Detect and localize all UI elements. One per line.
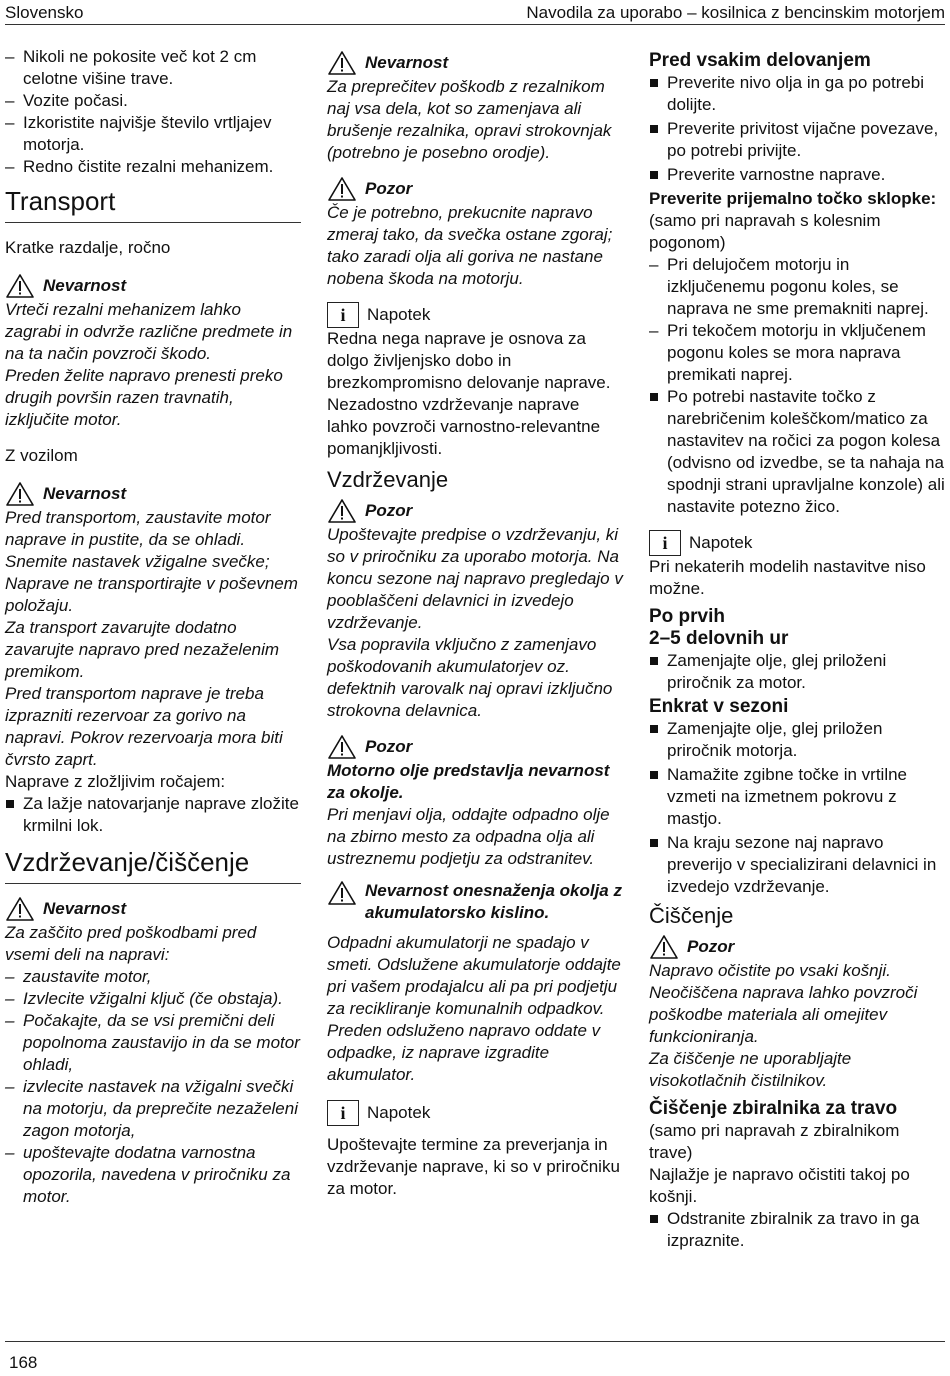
- note-label: Napotek: [689, 533, 753, 552]
- maintenance-cleaning-heading: Vzdrževanje/čiščenje: [5, 847, 301, 884]
- warning-icon: [327, 498, 357, 524]
- note-signal: [327, 302, 623, 328]
- warning-icon: [327, 880, 357, 906]
- before-list: [649, 72, 945, 186]
- note-label: Napotek: [367, 305, 431, 324]
- warning-icon: [5, 481, 35, 507]
- caution-text: Če je potrebno, prekucnite napravo zmeraj tako, da svečka ostane zgoraj; tako zaradi olja ali goriva ne nastane nobena škoda na motorju.: [327, 203, 613, 288]
- first-hours-list: [649, 650, 945, 694]
- season-list: [649, 718, 945, 898]
- danger-text: Pred transportom, zaustavite motor naprave in pustite, da se ohladi.: [5, 508, 271, 549]
- first-hours-heading: Po prvih: [649, 606, 726, 627]
- environment-danger-signal: [327, 880, 623, 924]
- list-item: – Vozite počasi.: [5, 90, 301, 112]
- page-header: [5, 0, 945, 25]
- vehicle-heading: Z vozilom: [5, 446, 78, 465]
- grass-text: (samo pri napravah z zbiralnikom trave): [649, 1121, 900, 1162]
- list-item: – Redno čistite rezalni mehanizem.: [5, 156, 301, 178]
- page-footer: [5, 1341, 945, 1372]
- list-item: – Izvlecite vžigalni ključ (če obstaja).: [5, 988, 301, 1010]
- fold-list: [5, 793, 301, 837]
- caution-text: Za čiščenje ne uporabljajte visokotlačnih čistilnikov.: [649, 1049, 852, 1090]
- grass-text: Najlažje je napravo očistiti takoj po košnji.: [649, 1165, 910, 1206]
- info-icon: i: [327, 1100, 359, 1126]
- fold-text: Naprave z zložljivim ročajem:: [5, 772, 226, 791]
- maintenance-heading: Vzdrževanje: [327, 467, 449, 492]
- page-number: 168: [9, 1353, 38, 1372]
- before-operation-heading: Pred vsakim delovanjem: [649, 50, 871, 71]
- list-item: – Počakajte, da se vsi premični deli popolnoma zaustavijo in da se motor ohladi,: [5, 1010, 301, 1076]
- info-icon: i: [649, 530, 681, 556]
- cleaning-heading: Čiščenje: [649, 903, 734, 928]
- danger-text: Za zaščito pred poškodbami pred vsemi deli na napravi:: [5, 923, 257, 964]
- header-title: Navodila za uporabo – kosilnica z bencinskim motorjem: [526, 3, 945, 22]
- list-item: – Pri tekočem motorju in vključenem pogonu koles se mora naprava premikati naprej.: [649, 320, 945, 386]
- caution-text: Neočiščena naprava lahko povzroči poškodbe materiala ali omejitev funkcioniranja.: [649, 983, 918, 1046]
- note-text: Redna nega naprave je osnova za dolgo življenjsko dobo in brezkompromisno delovanje naprave. Nezadostno vzdrževanje naprave lahko povzroči varnostno-relevantne pomanjkljivosti.: [327, 329, 611, 458]
- clutch-heading: Preverite prijemalno točko sklopke:: [649, 189, 937, 208]
- list-item: – Pri delujočem motorju in izključenemu pogonu koles, se naprava ne sme premakniti naprej.: [649, 254, 945, 320]
- warning-icon: [5, 273, 35, 299]
- list-item: Preverite nivo olja in ga po potrebi dolijte.: [649, 72, 945, 116]
- caution-signal: [327, 734, 623, 760]
- list-item: Preverite privitost vijačne povezave, po potrebi privijte.: [649, 118, 945, 162]
- list-item: Odstranite zbiralnik za travo in ga izpraznite.: [649, 1208, 945, 1252]
- list-item: Zamenjajte olje, glej priložen priročnik motorja.: [649, 718, 945, 762]
- season-heading: Enkrat v sezoni: [649, 696, 789, 717]
- grass-catcher-heading: Čiščenje zbiralnika za travo: [649, 1098, 898, 1119]
- note-signal: [327, 1100, 623, 1126]
- danger-text: Za transport zavarujte dodatno zavarujte napravo pred nezaželenim premikom.: [5, 618, 280, 681]
- caution-label: Pozor: [365, 179, 413, 198]
- caution-signal: [649, 934, 945, 960]
- column-1: [5, 46, 301, 1208]
- danger-label: Nevarnost: [365, 53, 449, 72]
- header-language: Slovensko: [5, 3, 84, 22]
- danger-text: Snemite nastavek vžigalne svečke; Naprave ne transportirajte v poševnem položaju.: [5, 552, 298, 615]
- caution-text: Vsa popravila vključno z zamenjavo poškodovanih akumulatorjev oz. defektnih varovalk naj opravi izključno strokovna delavnica.: [327, 635, 613, 720]
- short-distance-heading: Kratke razdalje, ročno: [5, 238, 171, 257]
- danger-label: Nevarnost: [43, 899, 127, 918]
- warning-icon: [327, 734, 357, 760]
- column-2: [327, 50, 623, 1200]
- caution-label: Pozor: [365, 737, 413, 756]
- note-text: Upoštevajte termine za preverjanja in vzdrževanje naprave, ki so v priročniku za motor.: [327, 1135, 620, 1198]
- danger-label: Nevarnost: [43, 276, 127, 295]
- caution-text: Upoštevajte predpise o vzdrževanju, ki so v priročniku za uporabo motorja. Na koncu sezone naj napravo pregledajo v pooblaščeni delavnici in izvedejo vzdrževanje.: [327, 525, 623, 632]
- danger-signal: [327, 50, 623, 76]
- danger-label: Nevarnost: [43, 484, 127, 503]
- clutch-dash-list: [649, 254, 945, 386]
- caution-signal: [327, 498, 623, 524]
- list-item: – izvlecite nastavek na vžigalni svečki na motorju, da preprečite nezaželeni zagon motorja,: [5, 1076, 301, 1142]
- caution-bold-text: Motorno olje predstavlja nevarnost za okolje.: [327, 761, 610, 802]
- list-item: Preverite varnostne naprave.: [649, 164, 945, 186]
- clutch-list: [649, 386, 945, 518]
- danger-signal: [5, 273, 301, 299]
- note-text: Pri nekaterih modelih nastavitve niso možne.: [649, 557, 926, 598]
- danger-text: Za preprečitev poškodb z rezalnikom naj vsa dela, kot so zamenjava ali brušenje rezalnika, opravi strokovnjak (potrebno je posebno orodje).: [327, 77, 612, 162]
- list-item: – zaustavite motor,: [5, 966, 301, 988]
- danger-text: Pred transportom naprave je treba izprazniti rezervoar za gorivo na napravi. Pokrov rezervoarja mora biti čvrsto zaprt.: [5, 684, 283, 769]
- warning-icon: [327, 50, 357, 76]
- list-item: – Izkoristite najvišje število vrtljajev motorja.: [5, 112, 301, 156]
- danger-text: Vrteči rezalni mehanizem lahko zagrabi in odvrže različne predmete in na ta način povzroči škodo.: [5, 300, 293, 363]
- intro-list: [5, 46, 301, 178]
- note-label: Napotek: [367, 1103, 431, 1122]
- caution-text: Pri menjavi olja, oddajte odpadno olje na zbirno mesto za odpadna olja ali ustreznemu podjetju za odstranitev.: [327, 805, 610, 868]
- danger-text: Preden želite napravo prenesti preko drugih površin razen travnatih, izključite motor.: [5, 366, 283, 429]
- environment-danger-label: Nevarnost onesnaženja okolja z akumulatorsko kislino.: [365, 881, 622, 922]
- clutch-text: (samo pri napravah s kolesnim pogonom): [649, 211, 881, 252]
- danger-signal: [5, 481, 301, 507]
- list-item: – upoštevajte dodatna varnostna opozorila, navedena v priročniku za motor.: [5, 1142, 301, 1208]
- list-item: – Nikoli ne pokosite več kot 2 cm celotne višine trave.: [5, 46, 301, 90]
- list-item: Zamenjajte olje, glej priloženi priročnik za motor.: [649, 650, 945, 694]
- warning-icon: [5, 896, 35, 922]
- environment-text: Odpadni akumulatorji ne spadajo v smeti. Odslužene akumulatorje oddajte pri vašem prodajalcu ali pa pri podjetju za recikliranje komunalnih odpadkov. Preden odsluženo napravo oddate v odpadke, iz naprave izgradite akumulator.: [327, 933, 621, 1084]
- first-hours-heading-2: 2–5 delovnih ur: [649, 628, 789, 649]
- caution-label: Pozor: [365, 501, 413, 520]
- caution-label: Pozor: [687, 937, 735, 956]
- list-item: Namažite zgibne točke in vrtilne vzmeti na izmetnem pokrovu z mastjo.: [649, 764, 945, 830]
- warning-icon: [327, 176, 357, 202]
- list-item: Po potrebi nastavite točko z narebričenim koleščkom/matico za nastavitev na ročici za pogon kolesa (odvisno od izvedbe, se ta nahaja na spodnji strani upravljalne konzole) ali nastavite potezno žico.: [649, 386, 945, 518]
- list-item: Na kraju sezone naj napravo preverijo v specializirani delavnici in izvedejo vzdrževanje.: [649, 832, 945, 898]
- list-item: Za lažje natovarjanje naprave zložite krmilni lok.: [5, 793, 301, 837]
- transport-heading: Transport: [5, 186, 301, 223]
- grass-list: [649, 1208, 945, 1252]
- danger-signal: [5, 896, 301, 922]
- caution-signal: [327, 176, 623, 202]
- caution-text: Napravo očistite po vsaki košnji.: [649, 961, 891, 980]
- note-signal: [649, 530, 945, 556]
- info-icon: i: [327, 302, 359, 328]
- maintenance-list: [5, 966, 301, 1208]
- warning-icon: [649, 934, 679, 960]
- column-3: [649, 50, 945, 1254]
